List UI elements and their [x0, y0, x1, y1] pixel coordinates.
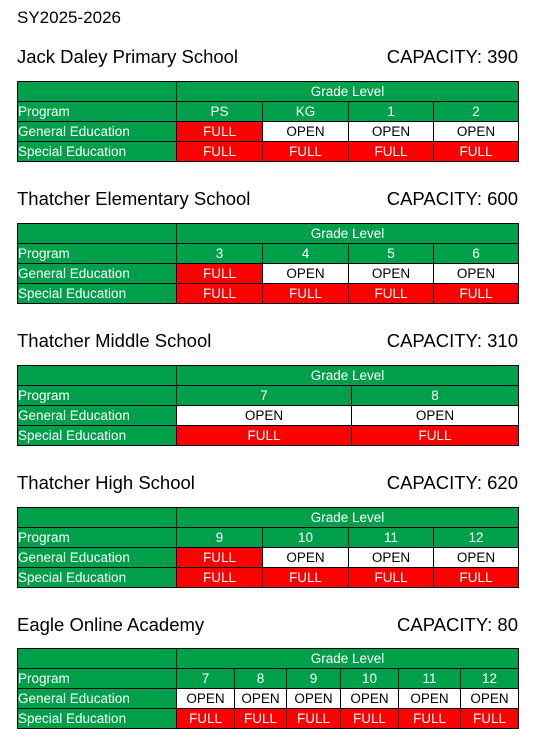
grade-header: 10	[263, 528, 349, 548]
program-header: Program	[18, 244, 177, 264]
status-cell: OPEN	[287, 689, 341, 709]
grade-header: 2	[434, 102, 519, 122]
grades-row	[18, 386, 519, 406]
program-label: General Education	[18, 406, 177, 426]
grade-level-header: Grade Level	[177, 508, 519, 528]
status-cell: OPEN	[177, 406, 352, 426]
status-cell: FULL	[263, 142, 349, 162]
status-cell: OPEN	[263, 122, 349, 142]
special-education-row	[18, 142, 519, 162]
school-section	[17, 330, 518, 443]
status-cell: FULL	[177, 548, 263, 568]
status-cell: FULL	[177, 122, 263, 142]
program-label: General Education	[18, 264, 177, 284]
status-cell: FULL	[177, 426, 352, 446]
status-cell: OPEN	[341, 689, 399, 709]
program-label: General Education	[18, 122, 177, 142]
special-education-row	[18, 568, 519, 588]
status-cell: FULL	[341, 709, 399, 729]
grade-header: 1	[349, 102, 434, 122]
grade-level-header: Grade Level	[177, 366, 519, 386]
grade-header: 9	[177, 528, 263, 548]
grade-header: 3	[177, 244, 263, 264]
status-cell: FULL	[461, 709, 519, 729]
capacity-label: CAPACITY: 310	[386, 330, 518, 351]
status-cell: OPEN	[434, 548, 519, 568]
status-cell: OPEN	[263, 548, 349, 568]
enrollment-table	[17, 81, 519, 162]
general-education-row	[18, 548, 519, 568]
blank-cell	[18, 224, 177, 244]
enrollment-table	[17, 507, 519, 588]
status-cell: OPEN	[263, 264, 349, 284]
school-name: Jack Daley Primary School	[17, 46, 239, 67]
grade-header: 5	[349, 244, 434, 264]
status-cell: OPEN	[349, 264, 434, 284]
page-title: SY2025-2026	[17, 8, 121, 27]
status-cell: FULL	[287, 709, 341, 729]
general-education-row	[18, 122, 519, 142]
enrollment-table	[17, 648, 519, 729]
program-header: Program	[18, 386, 177, 406]
blank-cell	[18, 649, 177, 669]
school-name: Thatcher Middle School	[17, 330, 212, 351]
grades-row	[18, 102, 519, 122]
program-label: General Education	[18, 689, 177, 709]
status-cell: OPEN	[434, 122, 519, 142]
grade-level-row	[18, 508, 519, 528]
status-cell: FULL	[349, 142, 434, 162]
status-cell: FULL	[352, 426, 519, 446]
grade-header: 12	[461, 669, 519, 689]
program-label: Special Education	[18, 709, 177, 729]
status-cell: OPEN	[399, 689, 461, 709]
grade-level-header: Grade Level	[177, 649, 519, 669]
grade-header: PS	[177, 102, 263, 122]
school-name: Thatcher High School	[17, 472, 195, 493]
status-cell: FULL	[177, 142, 263, 162]
grade-level-row	[18, 649, 519, 669]
grade-header: 8	[352, 386, 519, 406]
enrollment-table	[17, 365, 519, 446]
school-section	[17, 472, 518, 585]
status-cell: FULL	[177, 284, 263, 304]
school-name: Thatcher Elementary School	[17, 188, 251, 209]
status-cell: FULL	[434, 568, 519, 588]
status-cell: FULL	[349, 284, 434, 304]
enrollment-table	[17, 223, 519, 304]
status-cell: FULL	[177, 264, 263, 284]
blank-cell	[18, 82, 177, 102]
capacity-label: CAPACITY: 600	[386, 188, 518, 209]
general-education-row	[18, 689, 519, 709]
grade-level-row	[18, 366, 519, 386]
general-education-row	[18, 406, 519, 426]
status-cell: FULL	[434, 142, 519, 162]
program-header: Program	[18, 102, 177, 122]
school-header	[17, 472, 518, 496]
status-cell: FULL	[399, 709, 461, 729]
special-education-row	[18, 709, 519, 729]
grade-header: 7	[177, 386, 352, 406]
status-cell: OPEN	[235, 689, 287, 709]
program-label: Special Education	[18, 284, 177, 304]
school-section	[17, 188, 518, 301]
school-section	[17, 614, 518, 726]
status-cell: FULL	[434, 284, 519, 304]
program-label: Special Education	[18, 426, 177, 446]
grades-row	[18, 528, 519, 548]
status-cell: FULL	[177, 709, 235, 729]
blank-cell	[18, 366, 177, 386]
program-header: Program	[18, 669, 177, 689]
status-cell: OPEN	[177, 689, 235, 709]
grade-header: 12	[434, 528, 519, 548]
grade-level-header: Grade Level	[177, 224, 519, 244]
grade-header: 4	[263, 244, 349, 264]
school-header	[17, 614, 518, 638]
status-cell: OPEN	[349, 548, 434, 568]
grade-header: KG	[263, 102, 349, 122]
status-cell: OPEN	[434, 264, 519, 284]
grade-header: 11	[349, 528, 434, 548]
status-cell: FULL	[349, 568, 434, 588]
program-header: Program	[18, 528, 177, 548]
capacity-label: CAPACITY: 80	[397, 614, 518, 635]
grades-row	[18, 244, 519, 264]
grade-header: 10	[341, 669, 399, 689]
grade-header: 11	[399, 669, 461, 689]
status-cell: FULL	[235, 709, 287, 729]
special-education-row	[18, 426, 519, 446]
grade-level-row	[18, 224, 519, 244]
status-cell: OPEN	[461, 689, 519, 709]
school-header	[17, 46, 518, 70]
status-cell: OPEN	[352, 406, 519, 426]
school-name: Eagle Online Academy	[17, 614, 205, 635]
blank-cell	[18, 508, 177, 528]
program-label: Special Education	[18, 568, 177, 588]
grade-header: 6	[434, 244, 519, 264]
school-section	[17, 46, 518, 159]
status-cell: OPEN	[349, 122, 434, 142]
capacity-label: CAPACITY: 620	[386, 472, 518, 493]
program-label: General Education	[18, 548, 177, 568]
grade-header: 9	[287, 669, 341, 689]
grade-header: 8	[235, 669, 287, 689]
program-label: Special Education	[18, 142, 177, 162]
special-education-row	[18, 284, 519, 304]
grades-row	[18, 669, 519, 689]
school-header	[17, 188, 518, 212]
grade-level-header: Grade Level	[177, 82, 519, 102]
status-cell: FULL	[263, 284, 349, 304]
grade-header: 7	[177, 669, 235, 689]
status-cell: FULL	[177, 568, 263, 588]
status-cell: FULL	[263, 568, 349, 588]
grade-level-row	[18, 82, 519, 102]
general-education-row	[18, 264, 519, 284]
school-header	[17, 330, 518, 354]
capacity-label: CAPACITY: 390	[386, 46, 518, 67]
